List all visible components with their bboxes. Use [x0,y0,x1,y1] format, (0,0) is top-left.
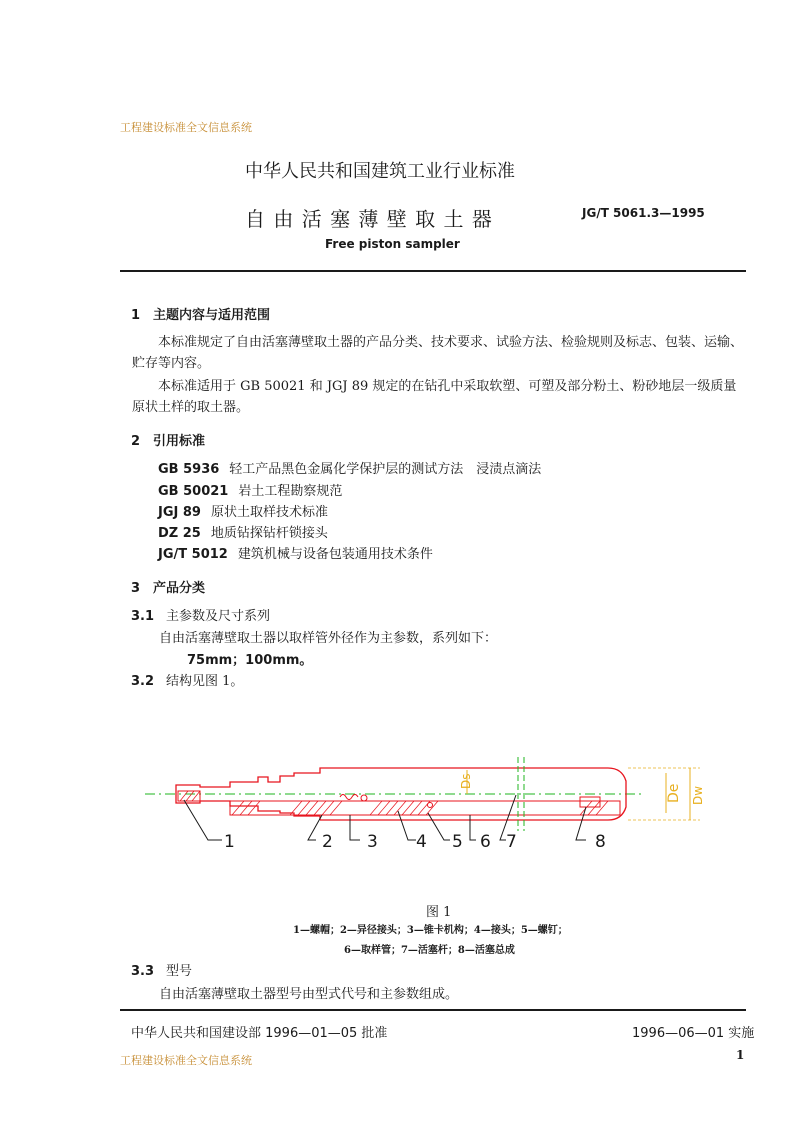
callout-4: 4 [416,832,427,852]
reference-code: GB 50021 [158,484,229,499]
english-title: Free piston sampler [325,237,460,251]
reference-title: 轻工产品黑色金属化学保护层的测试方法 浸渍点滴法 [229,462,542,477]
effective-date: 1996—06—01 实施 [632,1026,755,1041]
ds-label: Ds [459,773,473,789]
callout-6: 6 [480,832,491,852]
reference-title: 建筑机械与设备包装通用技术条件 [237,547,433,562]
standard-category: 中华人民共和国建筑工业行业标准 [245,161,515,182]
clause-3-3-text: 自由活塞薄壁取土器型号由型式代号和主参数组成。 [159,987,459,1002]
section-1-heading: 1 主题内容与适用范围 [131,308,271,323]
clause-3-1-text: 自由活塞薄壁取土器以取样管外径作为主参数，系列如下： [159,631,498,646]
section-2-heading: 2 引用标准 [131,434,206,449]
page-number: 1 [736,1048,745,1062]
callout-7: 7 [506,832,517,852]
dw-label: Dw [691,785,705,805]
clause-3-2-text: 结构见图 1。 [166,674,244,689]
reference-code: DZ 25 [158,526,201,541]
page-title: 自 由 活 塞 薄 壁 取 土 器 [245,207,493,231]
leader-lines [184,795,586,840]
reference-item [158,482,342,501]
clause-3-2-number: 3.2 [131,674,155,689]
figure-legend-line-2: 6—取样管；7—活塞杆；8—活塞总成 [344,945,515,956]
nut-hatching [180,791,200,801]
reference-item [158,524,328,543]
reference-title: 原状土取样技术标准 [210,505,328,520]
sampler-lower-outline [176,794,320,820]
reference-code: JGJ 89 [158,505,201,520]
callout-3: 3 [367,832,378,852]
sampler-drawing [140,755,720,860]
reference-title: 岩土工程勘察规范 [238,484,343,499]
reference-item [158,460,541,479]
reference-code: JG/T 5012 [158,547,228,562]
piston-assembly [580,797,600,807]
figure-legend-line-1: 1—螺帽；2—异径接头；3—锥卡机构；4—接头；5—螺钉； [293,925,568,936]
clause-3-3-title: 型号 [166,964,193,979]
clause-3-1-title: 主参数及尺寸系列 [166,609,271,624]
section-3-heading: 3 产品分类 [131,581,206,596]
section-1-para-2: 本标准适用于 GB 50021 和 JGJ 89 规定的在钻孔中采取软塑、可塑及部分粉土、粉砂地层一级质量原状土样的取土器。 [132,379,737,415]
standard-code: JG/T 5061.3—1995 [582,206,705,220]
clause-3-3-number: 3.3 [131,964,155,979]
clause-3-1-values: 75mm；100mm。 [187,653,313,668]
figure-title: 图 1 [426,905,452,920]
callout-1: 1 [224,832,235,852]
callout-5: 5 [452,832,463,852]
de-label: De [666,783,682,803]
reference-item [158,545,433,564]
reference-item [158,503,328,522]
callout-8: 8 [595,832,606,852]
approval-line: 中华人民共和国建设部 1996—01—05 批准 [131,1026,388,1041]
clause-3-1-number: 3.1 [131,609,155,624]
reference-code: GB 5936 [158,462,220,477]
watermark-bottom: 工程建设标准全文信息系统 [120,1054,252,1067]
footer-rule [120,1009,746,1011]
reference-title: 地质钻探钻杆锁接头 [210,526,328,541]
watermark-top: 工程建设标准全文信息系统 [120,121,252,134]
callout-2: 2 [322,832,333,852]
header-rule [120,270,746,272]
section-1-para-1: 本标准规定了自由活塞薄壁取土器的产品分类、技术要求、试验方法、检验规则及标志、包装、运输、贮存等内容。 [132,335,744,371]
